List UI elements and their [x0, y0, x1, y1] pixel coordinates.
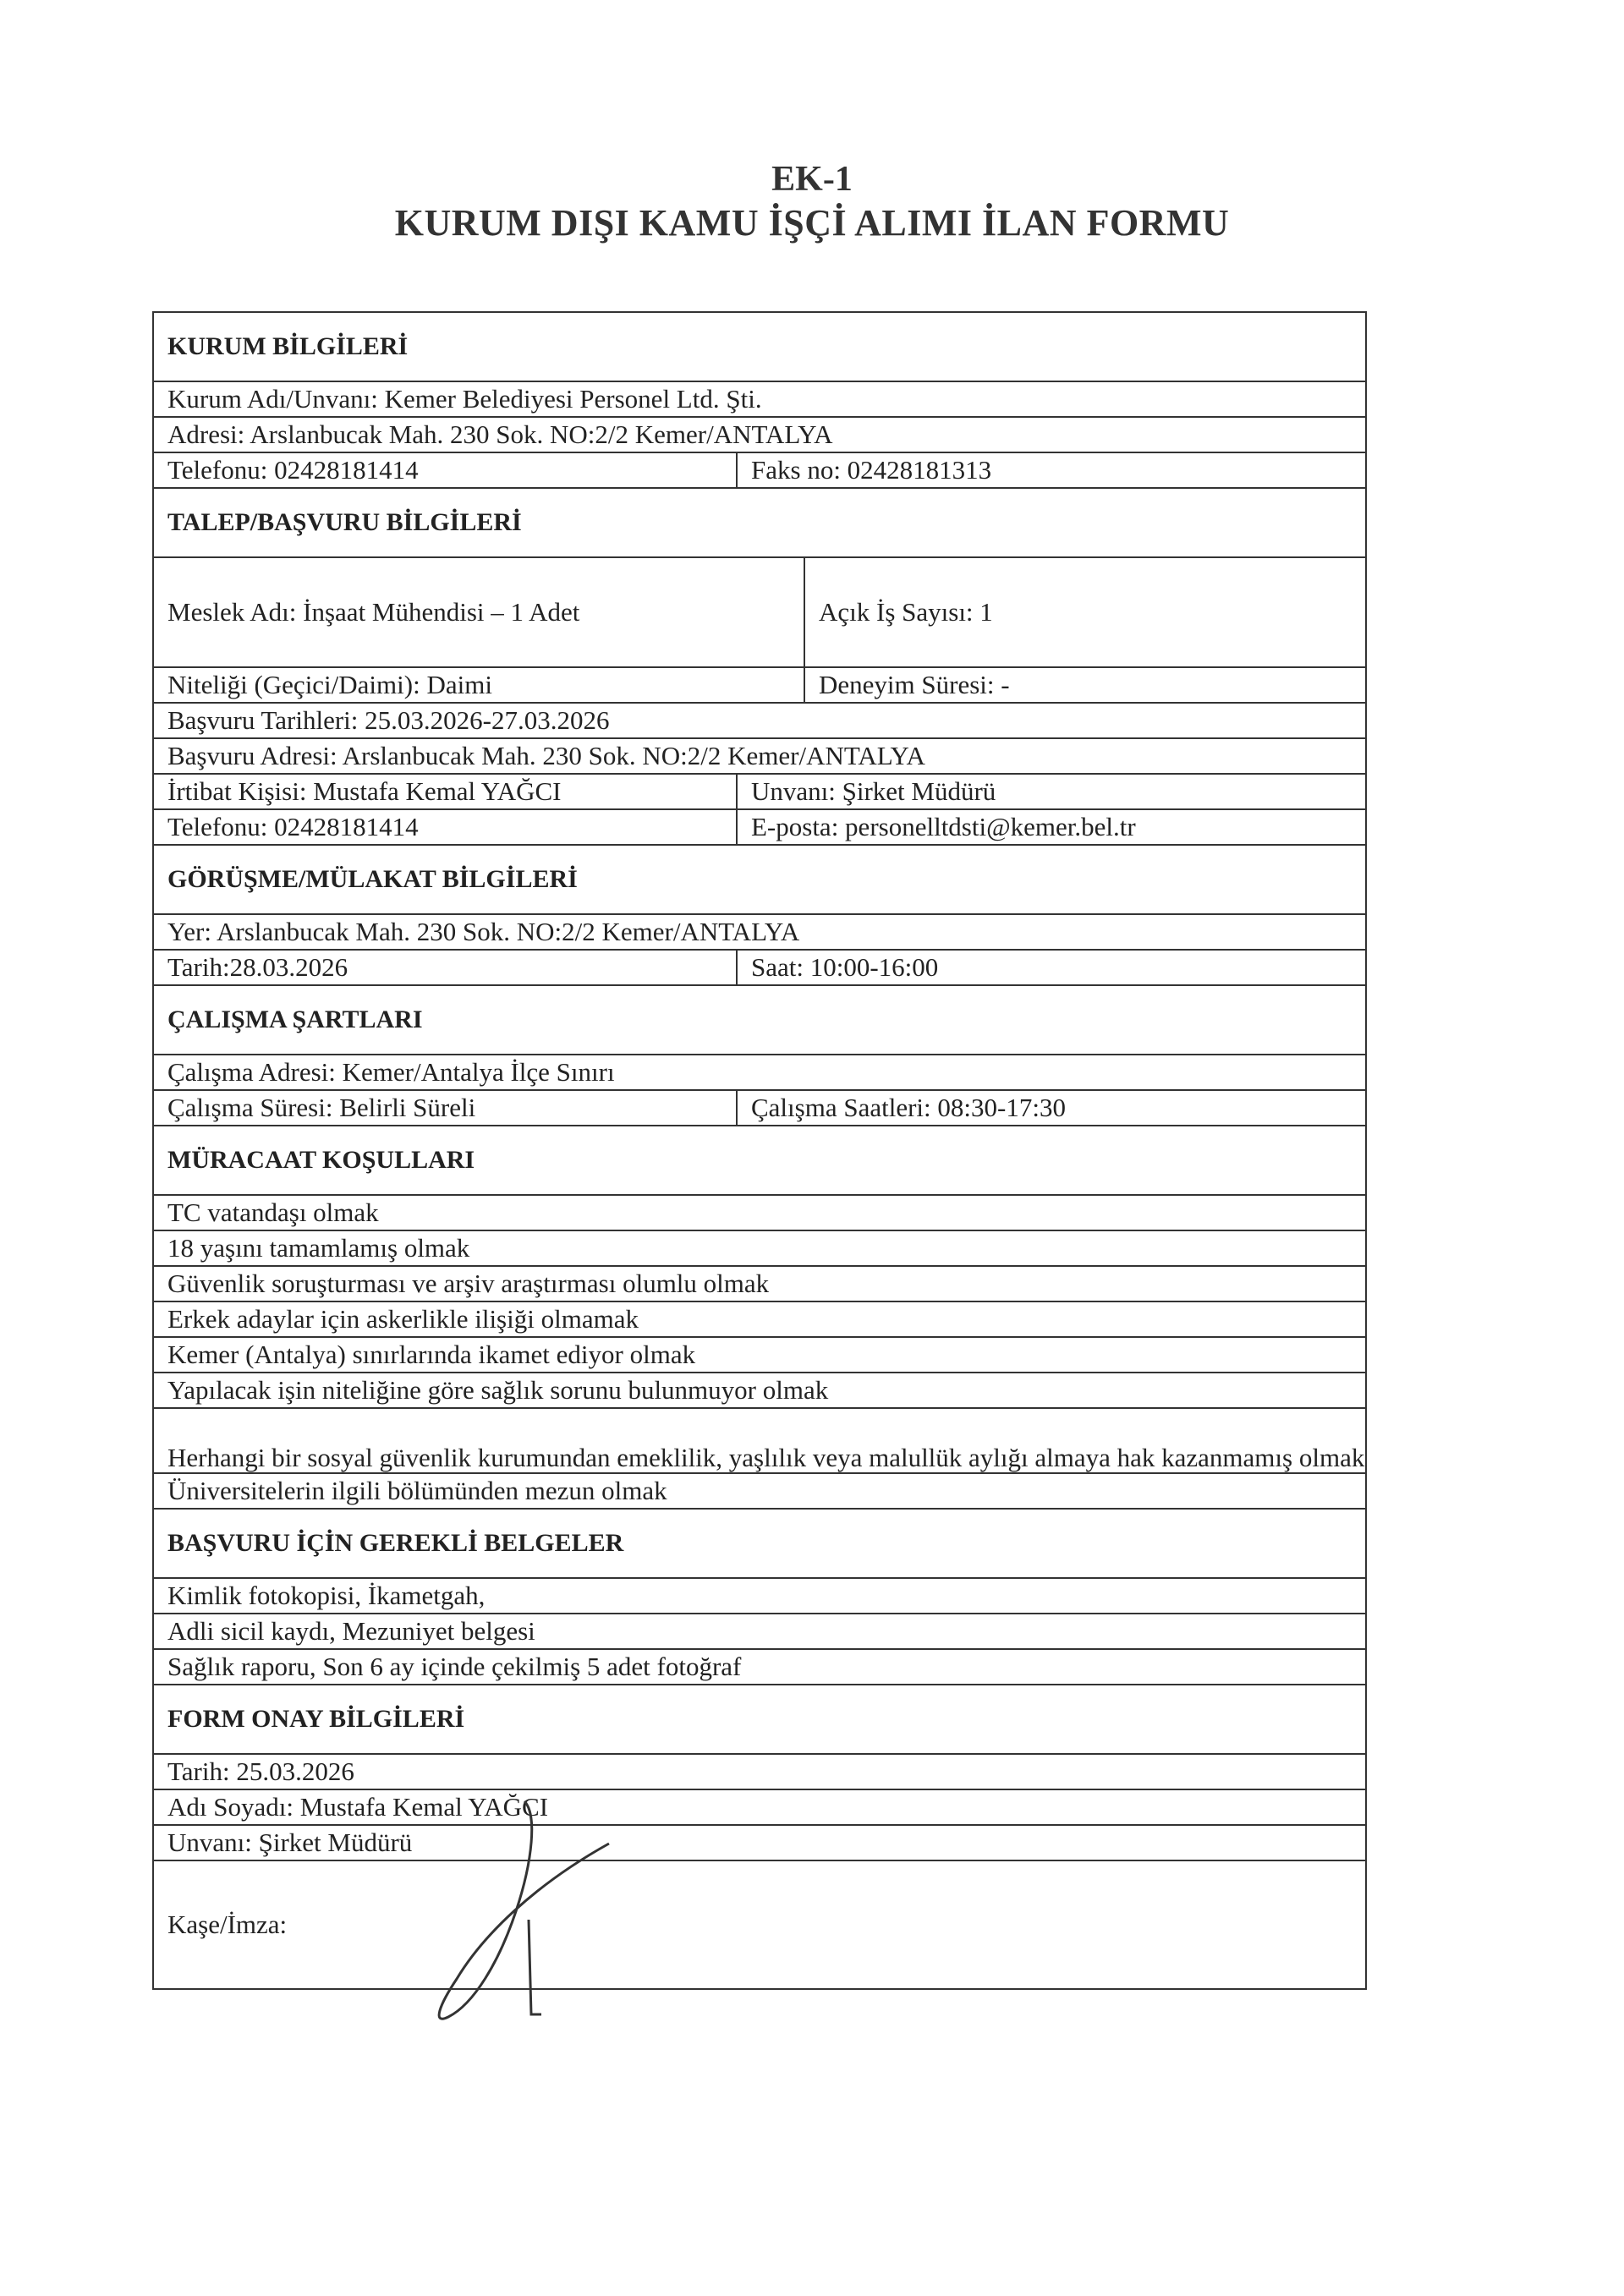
section-title: BAŞVURU İÇİN GEREKLİ BELGELER [167, 1529, 624, 1557]
section-header-form-onay-bi-lgi-leri [154, 1684, 1365, 1753]
section-title: TALEP/BAŞVURU BİLGİLERİ [167, 508, 522, 536]
form-row [154, 1336, 1365, 1372]
section-header-talep-bas-vuru-bi-lgi-leri [154, 487, 1365, 556]
form-row [154, 1648, 1365, 1684]
form-row [154, 808, 1365, 844]
field-kas-e-i-mza: Kaşe/İmza: [167, 1910, 288, 1939]
field-nitelig-i-gec-ici-daimi: Niteliği (Geçici/Daimi): Daimi [167, 670, 492, 699]
form-row [154, 702, 1365, 737]
field-telefonu: Telefonu: 02428181414 [167, 812, 419, 841]
form-row [154, 1613, 1365, 1648]
field-c-al-s-ma-su-resi: Çalışma Süresi: Belirli Süreli [167, 1093, 476, 1122]
field-ad-soyad: Adı Soyadı: Mustafa Kemal YAĞCI [167, 1792, 549, 1822]
field-meslek-ad: Meslek Adı: İnşaat Mühendisi – 1 Adet [167, 597, 580, 627]
field-gu-venlik-sorus-turmas-ve-ars-iv-aras-t-: Güvenlik soruşturması ve arşiv araştırması olumlu olmak [167, 1269, 770, 1298]
field-bas-vuru-adresi: Başvuru Adresi: Arslanbucak Mah. 230 Sok. NO:2/2 Kemer/ANTALYA [167, 741, 925, 770]
form-row [154, 1789, 1365, 1824]
field-yap-lacak-is-in-nitelig-ine-go-re-sag-l-: Yapılacak işin niteliğine göre sağlık sorunu bulunmuyor olmak [167, 1375, 829, 1405]
form-row [154, 1577, 1365, 1613]
field-kemer-antalya-s-n-rlar-nda-ikamet-ediyor: Kemer (Antalya) sınırlarında ikamet ediyor olmak [167, 1340, 696, 1369]
field-bas-vuru-tarihleri: Başvuru Tarihleri: 25.03.2026-27.03.2026 [167, 705, 610, 735]
field-e-posta: E-posta: personelltdsti@kemer.bel.tr [736, 810, 1365, 844]
field-c-al-s-ma-adresi: Çalışma Adresi: Kemer/Antalya İlçe Sınırı [167, 1057, 615, 1087]
form-row [154, 737, 1365, 773]
field-tarih: Tarih: 25.03.2026 [167, 1756, 354, 1786]
form-row [154, 1472, 1365, 1508]
field-saat: Saat: 10:00-16:00 [736, 951, 1365, 984]
section-title: FORM ONAY BİLGİLERİ [167, 1705, 465, 1733]
section-header-mu-racaat-kos-ullari [154, 1125, 1365, 1194]
field-deneyim-su-resi: Deneyim Süresi: - [804, 668, 1365, 702]
field-telefonu: Telefonu: 02428181414 [167, 455, 419, 485]
form-row [154, 416, 1365, 452]
form-row [154, 1753, 1365, 1789]
field-ac-k-i-s-say-s: Açık İş Sayısı: 1 [804, 558, 1365, 666]
field-herhangi-bir-sosyal-gu-venlik-kurumundan: Herhangi bir sosyal güvenlik kurumundan emeklilik, yaşlılık veya malullük aylığı almaya hak kazanmamış olmak [167, 1443, 1365, 1472]
field-erkek-adaylar-ic-in-askerlikle-ilis-ig-i: Erkek adaylar için askerlikle ilişiği olmamak [167, 1304, 639, 1334]
field-adli-sicil-kayd-mezuniyet-belgesi: Adli sicil kaydı, Mezuniyet belgesi [167, 1616, 535, 1646]
section-title: KURUM BİLGİLERİ [167, 332, 409, 360]
section-header-bas-vuru-i-c-i-n-gerekli-belgeler [154, 1508, 1365, 1577]
field-kurum-ad-unvan: Kurum Adı/Unvanı: Kemer Belediyesi Personel Ltd. Şti. [167, 384, 762, 414]
annex-label: EK-1 [771, 160, 853, 199]
form-row [154, 949, 1365, 984]
field-tc-vatandas-olmak: TC vatandaşı olmak [167, 1197, 379, 1227]
form-row [154, 1860, 1365, 1988]
field-18-yas-n-tamamlam-s-olmak: 18 yaşını tamamlamış olmak [167, 1233, 470, 1263]
form-row [154, 913, 1365, 949]
form-row [154, 1194, 1365, 1230]
form-title: KURUM DIŞI KAMU İŞÇİ ALIMI İLAN FORMU [394, 202, 1230, 244]
form-row [154, 1407, 1365, 1472]
form-row [154, 1265, 1365, 1301]
field-unvan: Unvanı: Şirket Müdürü [167, 1827, 413, 1857]
section-title: GÖRÜŞME/MÜLAKAT BİLGİLERİ [167, 865, 578, 893]
form-row [154, 1301, 1365, 1336]
field-faks-no: Faks no: 02428181313 [736, 453, 1365, 487]
form-row [154, 381, 1365, 416]
form-row [154, 1824, 1365, 1860]
field-c-al-s-ma-saatleri: Çalışma Saatleri: 08:30-17:30 [736, 1091, 1365, 1125]
field-u-niversitelerin-ilgili-bo-lu-mu-nden-me: Üniversitelerin ilgili bölümünden mezun olmak [167, 1476, 667, 1505]
form-row [154, 666, 1365, 702]
form-row [154, 773, 1365, 808]
section-header-go-ru-s-me-mu-lakat-bi-lgi-leri [154, 844, 1365, 913]
field-kimlik-fotokopisi-i-kametgah: Kimlik fotokopisi, İkametgah, [167, 1581, 486, 1610]
section-header-kurum-bi-lgi-leri [154, 313, 1365, 381]
form-row [154, 1230, 1365, 1265]
section-title: ÇALIŞMA ŞARTLARI [167, 1006, 423, 1033]
form-row [154, 1372, 1365, 1407]
field-adresi: Adresi: Arslanbucak Mah. 230 Sok. NO:2/2 Kemer/ANTALYA [167, 419, 833, 449]
form-row [154, 1089, 1365, 1125]
handwritten-signature [381, 1793, 651, 2030]
form-row [154, 1054, 1365, 1089]
job-posting-form [152, 311, 1367, 1990]
form-row [154, 452, 1365, 487]
section-header-c-alis-ma-s-artlari [154, 984, 1365, 1054]
field-yer: Yer: Arslanbucak Mah. 230 Sok. NO:2/2 Kemer/ANTALYA [167, 917, 800, 946]
field-unvan: Unvanı: Şirket Müdürü [736, 775, 1365, 808]
section-title: MÜRACAAT KOŞULLARI [167, 1146, 475, 1174]
field-sag-l-k-raporu-son-6-ay-ic-inde-c-ekilmi: Sağlık raporu, Son 6 ay içinde çekilmiş 5 adet fotoğraf [167, 1652, 742, 1681]
form-row [154, 556, 1365, 666]
field-i-rtibat-kis-isi: İrtibat Kişisi: Mustafa Kemal YAĞCI [167, 776, 562, 806]
field-tarih: Tarih:28.03.2026 [167, 952, 348, 982]
